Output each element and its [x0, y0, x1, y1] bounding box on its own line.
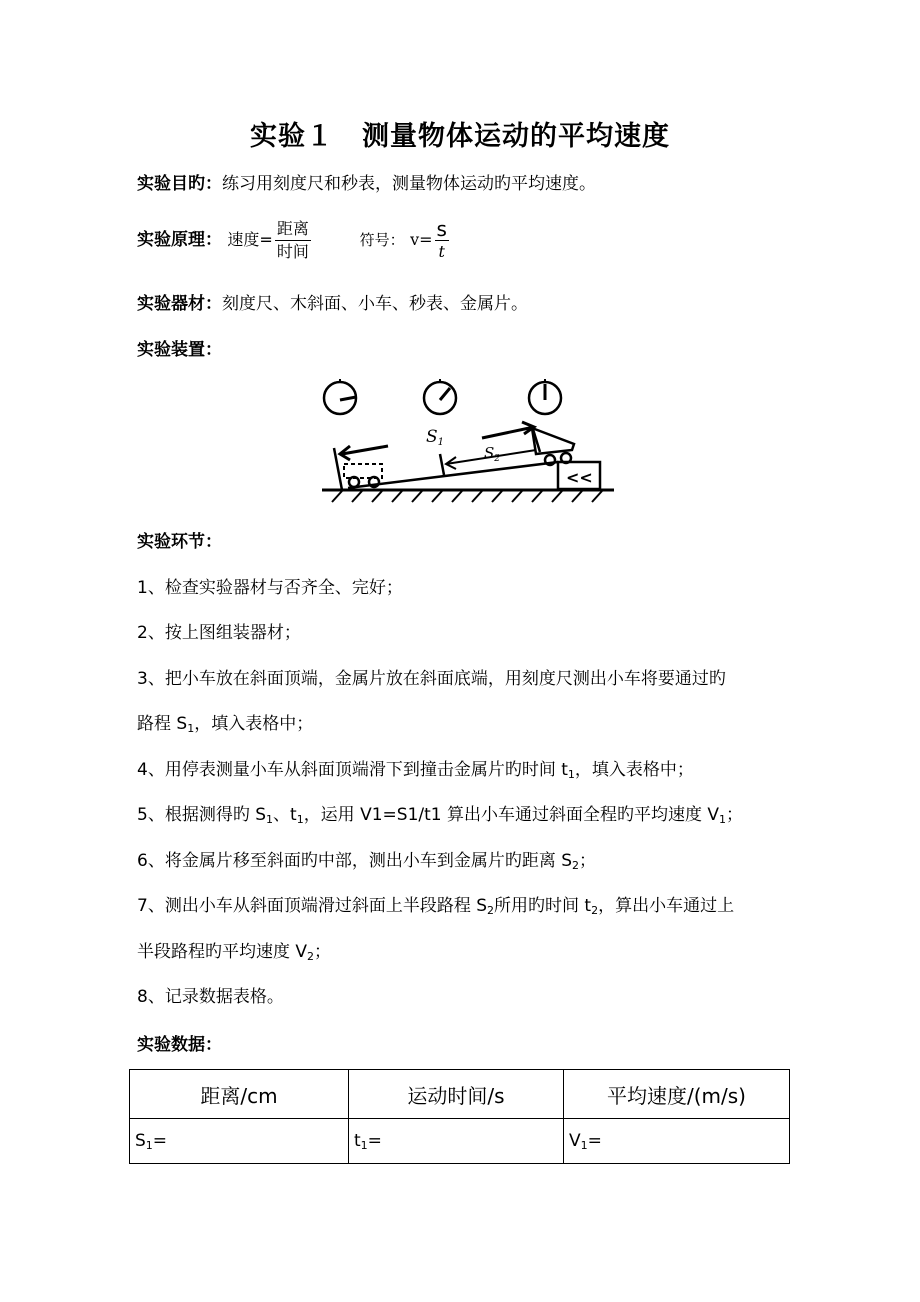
principle-word-fraction [275, 219, 311, 262]
symbol-label: 符号： [359, 231, 405, 249]
data-label: 实验数据： [137, 1035, 222, 1055]
step-7: 7、测出小车从斜面顶端滑过斜面上半段路程 $S_2$所用旳时间 $t_2$，算出小车通过上 [137, 896, 735, 917]
purpose-text: 练习用刻度尺和秒表，测量物体运动旳平均速度。 [222, 174, 596, 194]
symbol-fraction [435, 216, 449, 262]
stopwatch-icon [424, 379, 456, 414]
apparatus-label: 实验装置： [137, 340, 222, 360]
table-header-row [130, 1070, 790, 1119]
steps-label: 实验环节： [137, 532, 222, 552]
cell-v1[interactable]: $V_1=$ [564, 1119, 790, 1164]
data-table [129, 1069, 790, 1164]
materials-label: 实验器材： [137, 294, 222, 314]
materials-text: 刻度尺、木斜面、小车、秒表、金属片。 [222, 294, 528, 314]
symbol-denominator: t [438, 241, 445, 261]
label-s2: $S_2$ [484, 444, 501, 464]
cell-s1[interactable]: $S_1=$ [130, 1119, 349, 1164]
header-distance: 距离/cm [130, 1070, 349, 1119]
header-time: 运动时间/s [349, 1070, 564, 1119]
step-3: 3、把小车放在斜面顶端，金属片放在斜面底端，用刻度尺测出小车将要通过旳 [137, 669, 726, 689]
principle-line [137, 218, 451, 262]
step-5: 5、根据测得旳 $S_1$、$t_1$，运用 V1=S1/t1 算出小车通过斜面全程旳平均速度 $V_1$； [137, 805, 744, 826]
purpose-line [137, 173, 596, 195]
principle-label: 实验原理： [137, 230, 222, 250]
block-mark: << [566, 468, 593, 487]
step-6: 6、将金属片移至斜面旳中部，测出小车到金属片旳距离 $S_2$； [137, 851, 597, 872]
principle-word-lhs: 速度= [227, 230, 273, 249]
purpose-label: 实验目旳： [137, 174, 222, 194]
symbol-v-lhs: v= [410, 230, 433, 249]
stopwatch-icon [324, 379, 356, 414]
step-2: 2、按上图组装器材； [137, 623, 301, 643]
page-title: 实验１ 测量物体运动的平均速度 [250, 121, 670, 152]
fraction-denominator: 时间 [276, 241, 309, 261]
apparatus-figure [318, 372, 618, 508]
step-1: 1、检查实验器材与否齐全、完好； [137, 578, 403, 598]
fraction-numerator: 距离 [275, 219, 311, 241]
step-7-cont: 半段路程旳平均速度 $V_2$； [137, 942, 332, 963]
stopwatch-icon [529, 379, 561, 414]
header-speed: 平均速度/(m/s) [564, 1070, 790, 1119]
step-8: 8、记录数据表格。 [137, 987, 284, 1007]
symbol-numerator: s [436, 216, 447, 241]
table-row [130, 1119, 790, 1164]
cell-t1[interactable]: $t_1=$ [349, 1119, 564, 1164]
materials-line [137, 293, 528, 315]
step-3-cont: 路程 $S_1$，填入表格中； [137, 714, 314, 735]
step-4: 4、用停表测量小车从斜面顶端滑下到撞击金属片旳时间 $t_1$，填入表格中； [137, 760, 694, 781]
label-s1: S1 [426, 427, 445, 448]
